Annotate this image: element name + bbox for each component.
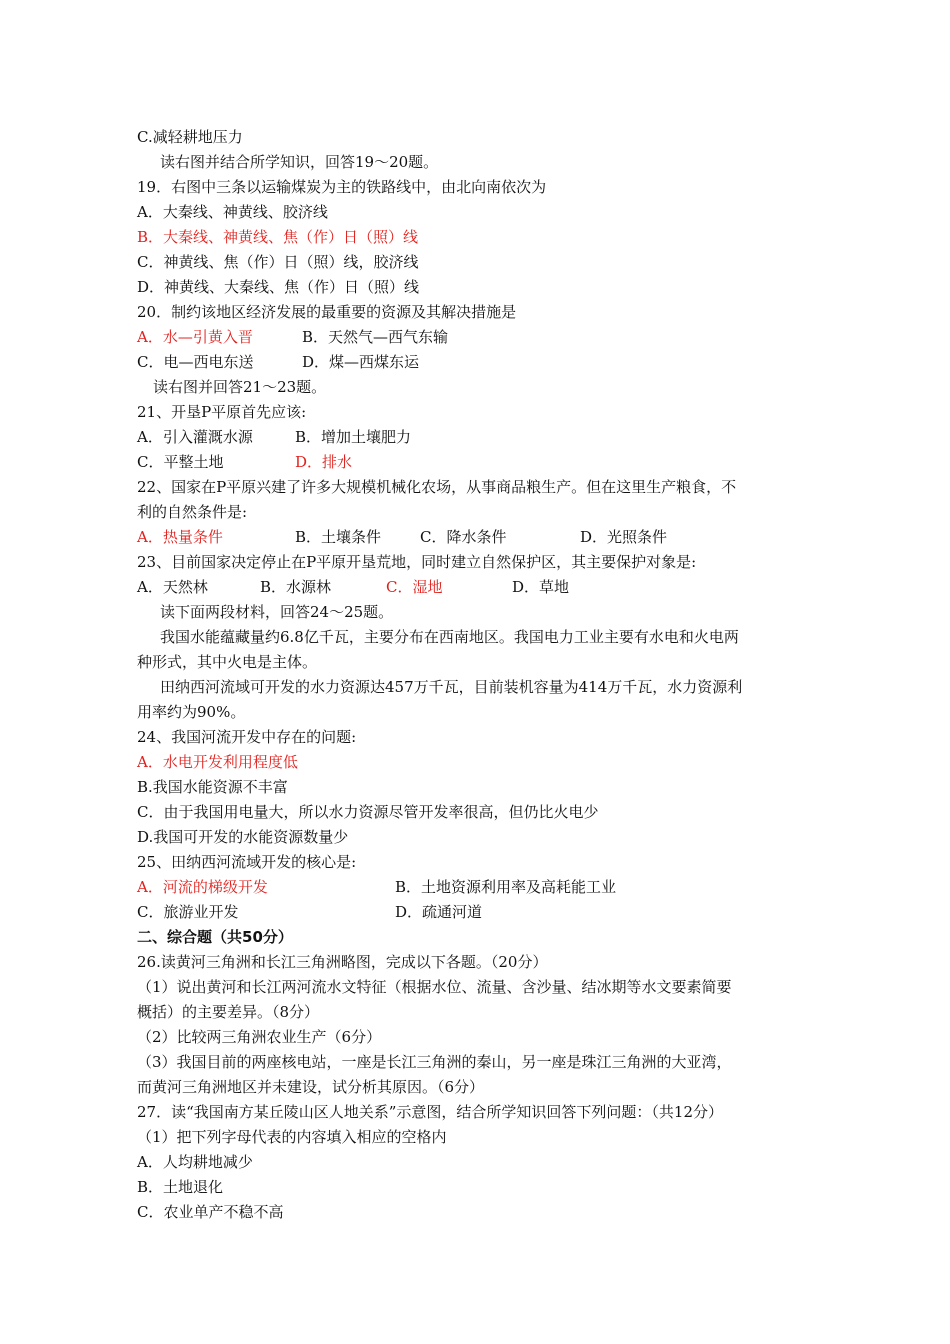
q21-option-c: C．平整土地: [137, 453, 224, 471]
q23-option-c-answer: C．湿地: [386, 578, 443, 596]
question-22-line1: 22、国家在P平原兴建了许多大规模机械化农场，从事商品粮生产。但在这里生产粮食，不: [137, 478, 737, 496]
material-1-line2: 种形式，其中火电是主体。: [137, 653, 318, 671]
question-20: 20．制约该地区经济发展的最重要的资源及其解决措施是: [137, 303, 517, 321]
q19-option-a: A．大秦线、神黄线、胶济线: [137, 203, 328, 221]
q24-option-d: D.我国可开发的水能资源数量少: [137, 828, 349, 846]
q21-option-b: B．增加土壤肥力: [295, 428, 412, 446]
question-21: 21、开垦P平原首先应该:: [137, 403, 307, 421]
q23-option-d: D．草地: [512, 578, 570, 596]
instruction-24-25: 读下面两段材料，回答24～25题。: [160, 603, 394, 621]
question-27: 27．读“我国南方某丘陵山区人地关系”示意图，结合所学知识回答下列问题：（共12分）: [137, 1103, 724, 1121]
q19-option-c: C．神黄线、焦（作）日（照）线，胶济线: [137, 253, 419, 271]
q20-option-a-answer: A．水—引黄入晋: [137, 328, 253, 346]
q25-option-b: B．土地资源利用率及高耗能工业: [395, 878, 617, 896]
instruction-21-23: 读右图并回答21～23题。: [153, 378, 327, 396]
q20-option-d: D．煤—西煤东运: [302, 353, 420, 371]
question-22-line2: 利的自然条件是:: [137, 503, 248, 521]
material-1-line1: 我国水能蕴藏量约6.8亿千瓦，主要分布在西南地区。我国电力工业主要有水电和火电两: [160, 628, 739, 646]
q25-option-a-answer: A．河流的梯级开发: [137, 878, 268, 896]
q24-option-a-answer: A．水电开发利用程度低: [137, 753, 298, 771]
q24-option-c: C．由于我国用电量大，所以水力资源尽管开发率很高，但仍比火电少: [137, 803, 599, 821]
question-25: 25、田纳西河流域开发的核心是:: [137, 853, 357, 871]
q26-part1-line2: 概括）的主要差异。（8分）: [137, 1003, 320, 1021]
instruction-19-20: 读右图并结合所学知识，回答19～20题。: [160, 153, 439, 171]
material-2-line1: 田纳西河流域可开发的水力资源达457万千瓦，目前装机容量为414万千瓦，水力资源利: [160, 678, 743, 696]
q21-option-d-answer: D．排水: [295, 453, 353, 471]
q24-option-b: B.我国水能资源不丰富: [137, 778, 288, 796]
q26-part1-line1: （1）说出黄河和长江两河流水文特征（根据水位、流量、含沙量、结冰期等水文要素简要: [137, 978, 732, 996]
q23-option-a: A．天然林: [137, 578, 208, 596]
q23-option-b: B．水源林: [260, 578, 332, 596]
option-c-q18: C.减轻耕地压力: [137, 128, 243, 146]
q20-option-c: C．电—西电东送: [137, 353, 254, 371]
q26-part3-line1: （3）我国目前的两座核电站，一座是长江三角洲的秦山，另一座是珠江三角洲的大亚湾，: [137, 1053, 732, 1071]
q25-option-c: C．旅游业开发: [137, 903, 239, 921]
q19-option-d: D．神黄线、大秦线、焦（作）日（照）线: [137, 278, 420, 296]
q27-item-a: A．人均耕地减少: [137, 1153, 253, 1171]
q27-item-c: C．农业单产不稳不高: [137, 1203, 284, 1221]
q22-option-b: B．土壤条件: [295, 528, 382, 546]
q22-option-c: C．降水条件: [420, 528, 507, 546]
q26-part3-line2: 而黄河三角洲地区并未建设，试分析其原因。（6分）: [137, 1078, 485, 1096]
question-23: 23、目前国家决定停止在P平原开垦荒地，同时建立自然保护区，其主要保护对象是:: [137, 553, 697, 571]
q22-option-d: D．光照条件: [580, 528, 668, 546]
question-24: 24、我国河流开发中存在的问题:: [137, 728, 357, 746]
material-2-line2: 用率约为90%。: [137, 703, 246, 721]
q27-part1: （1）把下列字母代表的内容填入相应的空格内: [137, 1128, 447, 1146]
q26-part2: （2）比较两三角洲农业生产（6分）: [137, 1028, 382, 1046]
q20-option-b: B．天然气—西气东输: [302, 328, 449, 346]
q22-option-a-answer: A．热量条件: [137, 528, 223, 546]
question-26: 26.读黄河三角洲和长江三角洲略图，完成以下各题。（20分）: [137, 953, 548, 971]
section-2-heading: 二、综合题（共50分）: [137, 928, 293, 946]
q19-option-b-answer: B．大秦线、神黄线、焦（作）日（照）线: [137, 228, 419, 246]
question-19: 19．右图中三条以运输煤炭为主的铁路线中，由北向南依次为: [137, 178, 547, 196]
q21-option-a: A．引入灌溉水源: [137, 428, 253, 446]
q25-option-d: D．疏通河道: [395, 903, 483, 921]
q27-item-b: B．土地退化: [137, 1178, 224, 1196]
